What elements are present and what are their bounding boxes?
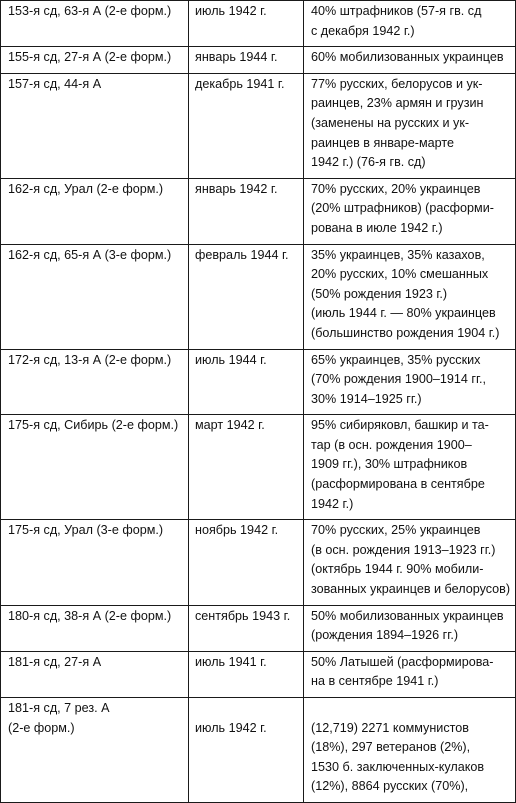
composition-cell — [304, 605, 516, 651]
date-cell — [189, 349, 304, 415]
composition-line: 20% русских, 10% смешанных — [311, 267, 489, 282]
composition-spacer — [311, 699, 513, 719]
composition-line: 95% сибиряковл, башкир и та- — [311, 418, 489, 433]
date-text: март 1942 г. — [195, 418, 265, 433]
composition-cell — [304, 651, 516, 697]
composition-line: 70% русских, 25% украинцев — [311, 523, 481, 538]
date-cell — [189, 244, 304, 349]
unit-line: 175-я сд, Урал (3-е форм.) — [8, 523, 164, 538]
composition-line: (расформирована в сентябре — [311, 477, 485, 492]
composition-cell — [304, 349, 516, 415]
composition-line: (12,719) 2271 коммунистов — [311, 720, 469, 735]
unit-cell — [1, 651, 189, 697]
table-row — [1, 698, 516, 803]
unit-cell — [1, 47, 189, 74]
composition-cell — [304, 178, 516, 244]
date-cell — [189, 651, 304, 697]
composition-line: (октябрь 1944 г. 90% мобили- — [311, 562, 484, 577]
composition-cell — [304, 1, 516, 47]
composition-line: 30% 1914–1925 гг.) — [311, 391, 422, 406]
composition-line: (рождения 1894–1926 гг.) — [311, 628, 459, 643]
unit-line: 162-я сд, 65-я А (3-е форм.) — [8, 247, 172, 262]
unit-cell — [1, 520, 189, 605]
unit-cell — [1, 1, 189, 47]
unit-line: 180-я сд, 38-я А (2-е форм.) — [8, 608, 172, 623]
unit-line: 181-я сд, 7 рез. А — [8, 701, 110, 715]
composition-line: (70% рождения 1900–1914 гг., — [311, 372, 487, 387]
unit-cell — [1, 244, 189, 349]
composition-line: на в сентябре 1941 г.) — [311, 674, 439, 689]
unit-cell — [1, 73, 189, 178]
date-text: февраль 1944 г. — [195, 247, 289, 262]
date-cell — [189, 415, 304, 520]
date-text: июль 1944 г. — [195, 352, 267, 367]
date-cell — [189, 520, 304, 605]
composition-cell — [304, 73, 516, 178]
composition-line: 1942 г.) (76-я гв. сд) — [311, 155, 426, 170]
unit-line: 153-я сд, 63-я А (2-е форм.) — [8, 4, 172, 18]
composition-cell — [304, 520, 516, 605]
table-row — [1, 349, 516, 415]
date-text: январь 1942 г. — [195, 181, 278, 196]
composition-line: с декабря 1942 г.) — [311, 23, 415, 38]
unit-line: (2-е форм.) — [8, 720, 75, 735]
composition-line: (в осн. рождения 1913–1923 гг.) — [311, 542, 496, 557]
table-row — [1, 651, 516, 697]
composition-line: 50% мобилизованных украинцев — [311, 608, 504, 623]
date-cell — [189, 178, 304, 244]
date-cell — [189, 698, 304, 803]
unit-line: 172-я сд, 13-я А (2-е форм.) — [8, 352, 172, 367]
date-cell — [189, 73, 304, 178]
table-row — [1, 244, 516, 349]
date-text: июль 1942 г. — [195, 720, 267, 735]
composition-line: раинцев в январе-марте — [311, 135, 455, 150]
composition-cell — [304, 415, 516, 520]
composition-line: (июль 1944 г. — 80% украинцев — [311, 306, 496, 321]
date-text: декабрь 1941 г. — [195, 76, 285, 91]
unit-line: 157-я сд, 44-я А — [8, 76, 102, 91]
unit-cell — [1, 605, 189, 651]
composition-cell — [304, 244, 516, 349]
composition-line: 60% мобилизованных украинцев — [311, 50, 504, 65]
composition-line: (12%), 8864 русских (70%), — [311, 779, 469, 794]
date-cell — [189, 47, 304, 74]
composition-line: 1530 б. заключенных-кулаков — [311, 759, 485, 774]
unit-line: 175-я сд, Сибирь (2-е форм.) — [8, 418, 179, 433]
composition-cell — [304, 47, 516, 74]
date-text: январь 1944 г. — [195, 50, 278, 65]
table-row — [1, 178, 516, 244]
composition-line: 50% Латышей (расформирова- — [311, 654, 494, 669]
table-row — [1, 1, 516, 47]
composition-line: 70% русских, 20% украинцев — [311, 181, 481, 196]
unit-line: 181-я сд, 27-я А — [8, 654, 102, 669]
date-cell — [189, 1, 304, 47]
date-text: июль 1941 г. — [195, 654, 267, 669]
unit-line: 155-я сд, 27-я А (2-е форм.) — [8, 50, 172, 65]
unit-cell — [1, 178, 189, 244]
date-cell — [189, 605, 304, 651]
table-row — [1, 47, 516, 74]
composition-line: (50% рождения 1923 г.) — [311, 286, 448, 301]
table-row — [1, 605, 516, 651]
unit-cell — [1, 415, 189, 520]
date-text: июль 1942 г. — [195, 4, 267, 18]
table-row — [1, 415, 516, 520]
unit-cell — [1, 349, 189, 415]
composition-line: 1909 гг.), 30% штрафников — [311, 457, 468, 472]
composition-line: (20% штрафников) (расформи- — [311, 201, 494, 216]
composition-line: (большинство рождения 1904 г.) — [311, 325, 500, 340]
unit-cell — [1, 698, 189, 803]
composition-line: 1942 г.) — [311, 496, 354, 511]
composition-line: (заменены на русских и ук- — [311, 115, 470, 130]
date-spacer — [195, 699, 299, 719]
composition-line: раинцев, 23% армян и грузин — [311, 96, 484, 111]
composition-line: 77% русских, белорусов и ук- — [311, 76, 483, 91]
date-text: ноябрь 1942 г. — [195, 523, 279, 538]
unit-line: 162-я сд, Урал (2-е форм.) — [8, 181, 164, 196]
table-row — [1, 73, 516, 178]
composition-line: 40% штрафников (57-я гв. сд — [311, 4, 482, 18]
composition-line: рована в июле 1942 г.) — [311, 220, 443, 235]
composition-line: 35% украинцев, 35% казахов, — [311, 247, 485, 262]
table-row — [1, 520, 516, 605]
composition-line: 65% украинцев, 35% русских — [311, 352, 481, 367]
composition-line: зованных украинцев и белорусов) — [311, 582, 511, 597]
date-text: сентябрь 1943 г. — [195, 608, 291, 623]
composition-line: (18%), 297 ветеранов (2%), — [311, 740, 471, 755]
composition-line: тар (в осн. рождения 1900– — [311, 437, 472, 452]
composition-cell — [304, 698, 516, 803]
